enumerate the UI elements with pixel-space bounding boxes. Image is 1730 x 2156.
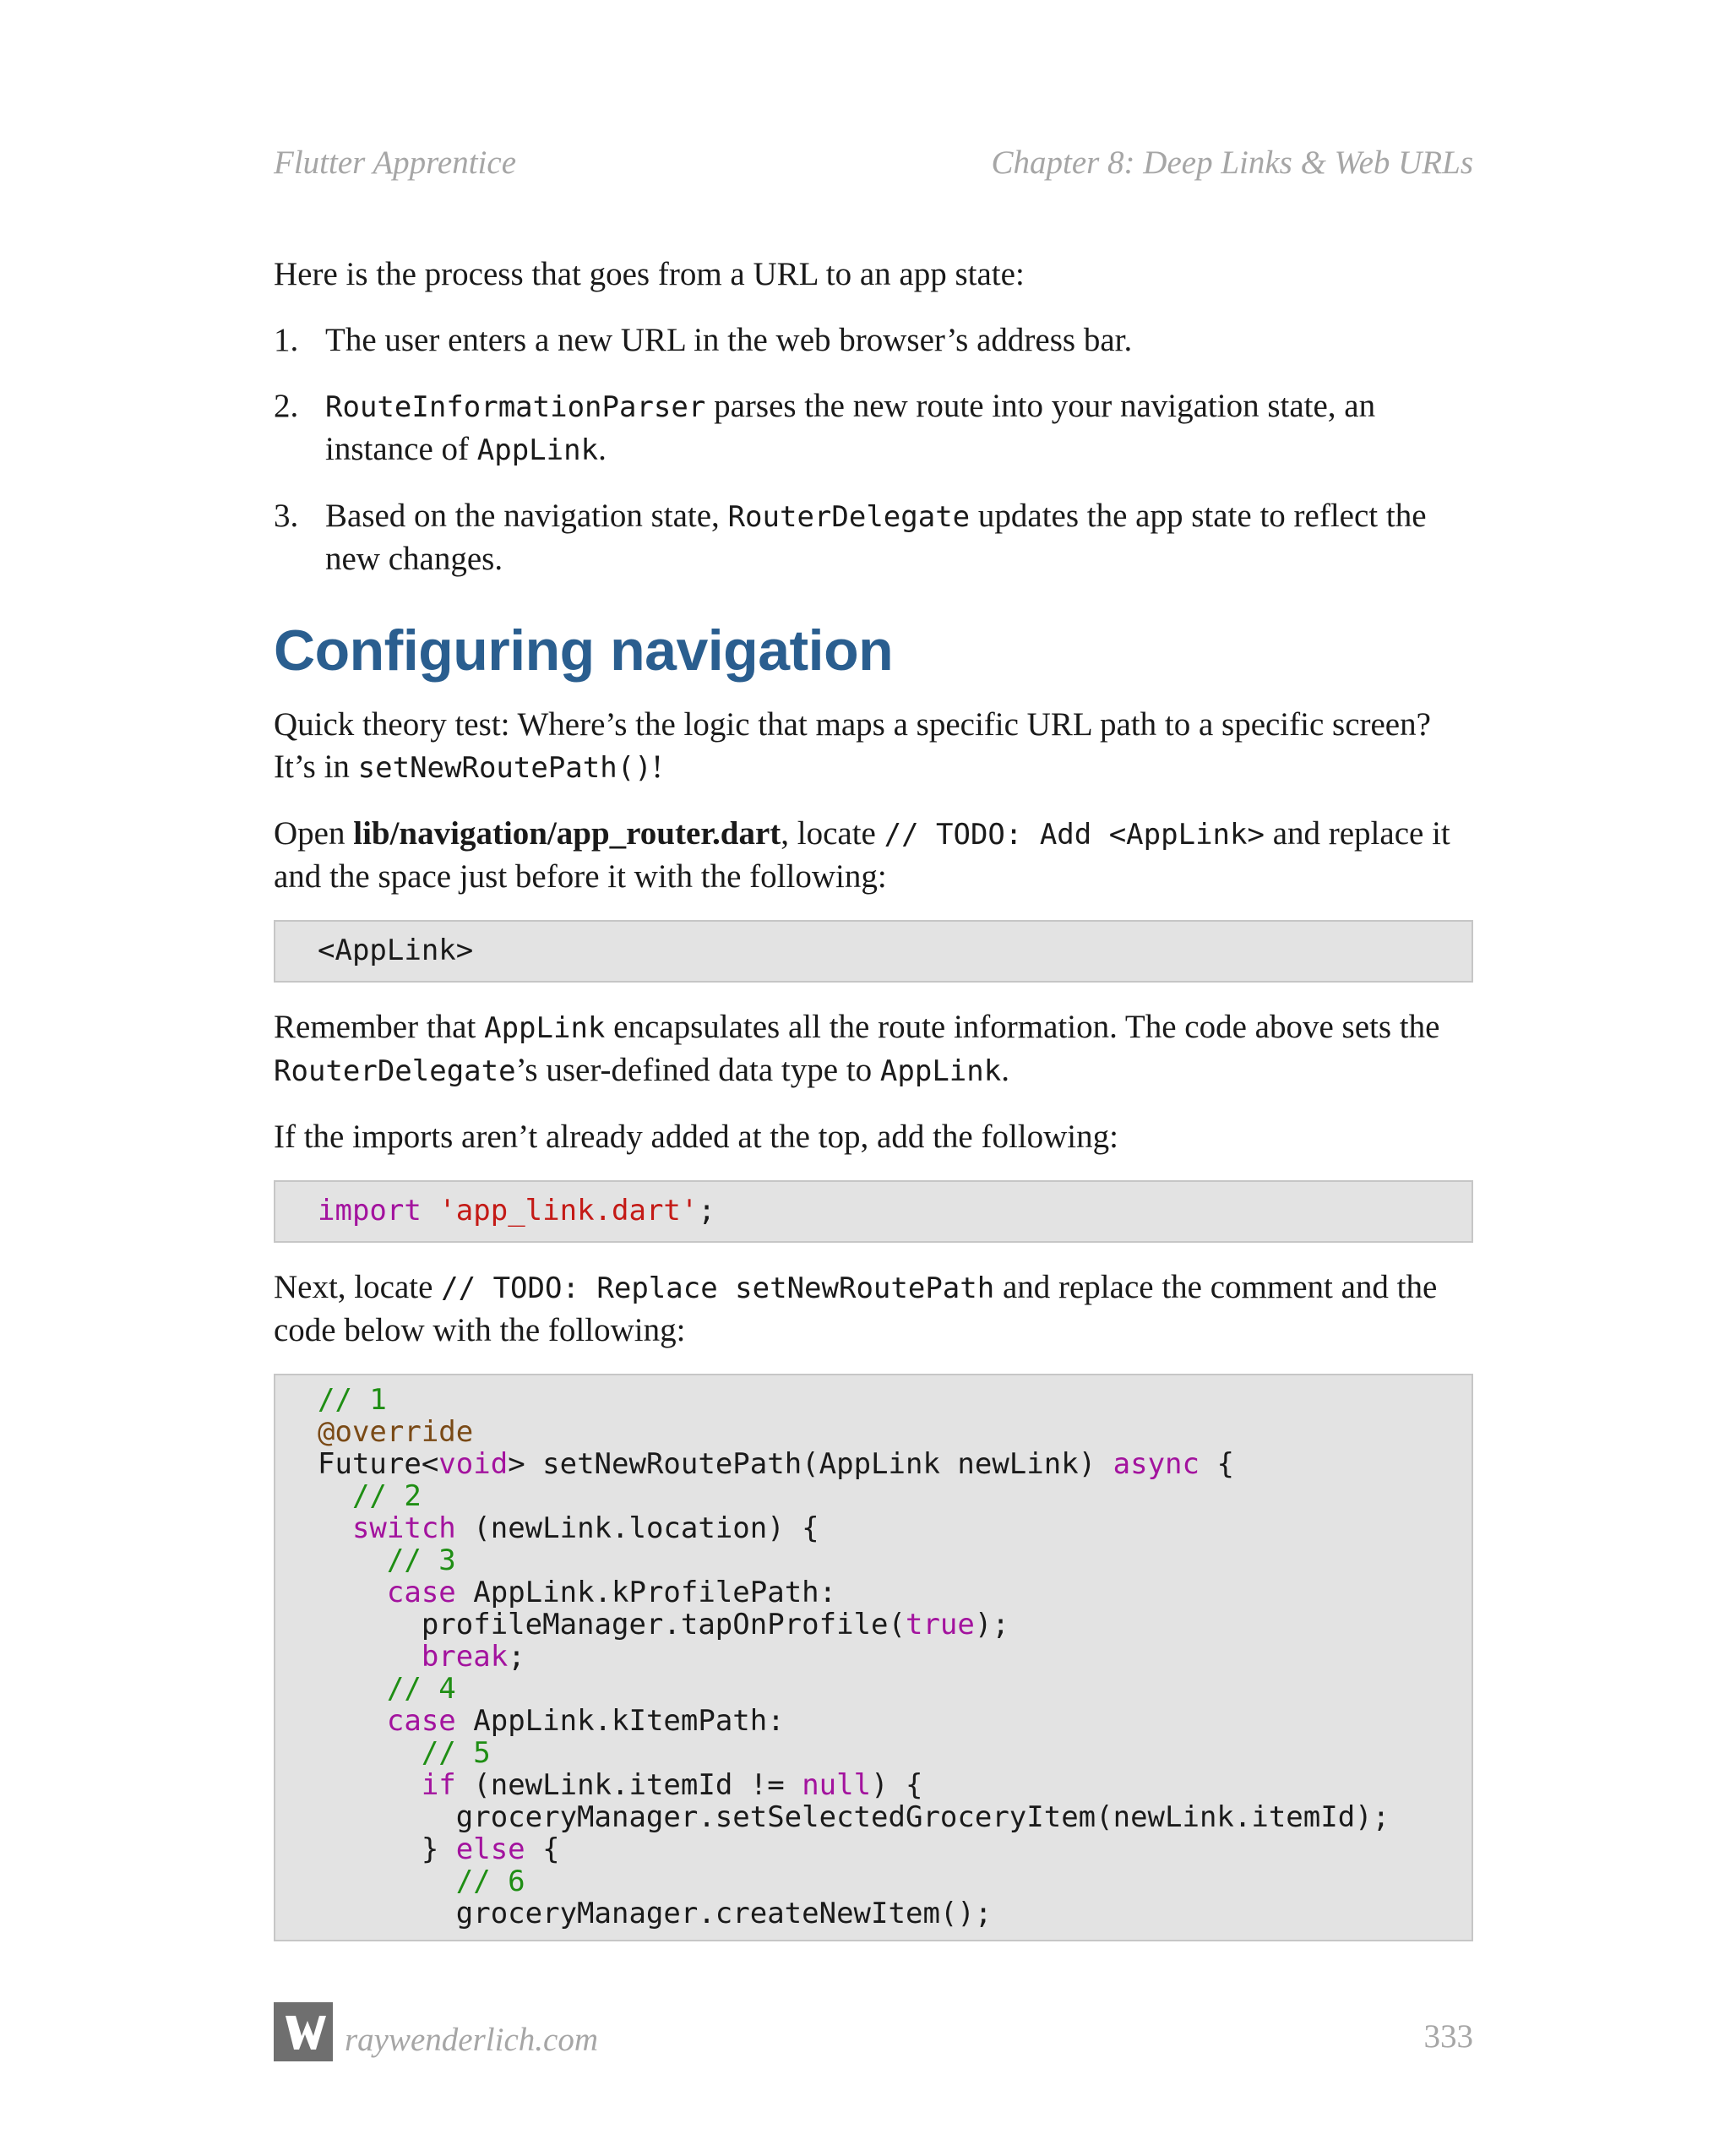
code-text: Future< <box>318 1447 439 1481</box>
theory-paragraph <box>274 704 1473 789</box>
code-text <box>318 1640 422 1674</box>
paragraph-text: . <box>1001 1052 1009 1088</box>
code-comment: // 4 <box>386 1672 456 1706</box>
code-text: (newLink.location) { <box>455 1511 819 1545</box>
list-item <box>274 495 1473 580</box>
list-item <box>274 319 1473 362</box>
code-comment: // 6 <box>455 1865 525 1898</box>
code-comment: // 2 <box>351 1479 422 1513</box>
paragraph-text: ’s user-defined data type to <box>515 1052 880 1088</box>
list-item-number: 1. <box>274 322 299 358</box>
code-keyword: break <box>421 1640 509 1674</box>
list-item-text: . <box>598 431 607 467</box>
code-block-applink <box>274 920 1473 983</box>
code-keyword: case <box>386 1704 456 1738</box>
code-text: ); <box>974 1608 1009 1642</box>
inline-code: AppLink <box>484 1011 606 1045</box>
inline-code: RouterDelegate <box>727 500 971 534</box>
code-string: 'app_link.dart' <box>438 1194 699 1228</box>
code-text: (newLink.itemId != <box>455 1768 802 1802</box>
code-text <box>318 1736 422 1770</box>
remember-paragraph <box>274 1006 1473 1092</box>
list-item <box>274 385 1473 471</box>
code-keyword: else <box>455 1832 525 1866</box>
code-text: groceryManager.createNewItem(); <box>318 1897 993 1930</box>
inline-code: RouterDelegate <box>274 1054 516 1088</box>
code-text: { <box>525 1832 560 1866</box>
intro-paragraph: Here is the process that goes from a URL to an app state: <box>274 256 1025 292</box>
page-number: 333 <box>1423 2018 1473 2055</box>
list-item-number: 2. <box>274 388 299 424</box>
code-text: AppLink.kProfilePath: <box>455 1576 837 1609</box>
code-comment: // 5 <box>421 1736 491 1770</box>
code-line: <AppLink> <box>318 934 474 967</box>
code-keyword: case <box>386 1576 456 1609</box>
code-text: > setNewRoutePath(AppLink newLink) <box>508 1447 1113 1481</box>
paragraph-text: ! <box>651 749 663 785</box>
code-text: ; <box>698 1194 715 1228</box>
code-keyword: void <box>438 1447 509 1481</box>
code-keyword: switch <box>351 1511 456 1545</box>
code-text <box>318 1768 422 1802</box>
section-heading: Configuring navigation <box>274 618 894 683</box>
page-footer <box>274 2002 1473 2070</box>
next-paragraph <box>274 1266 1473 1352</box>
inline-code: // TODO: Add <AppLink> <box>884 818 1265 852</box>
imports-paragraph: If the imports aren’t already added at the top, add the following: <box>274 1119 1118 1155</box>
code-listing <box>318 1384 1429 1930</box>
code-text: { <box>1200 1447 1234 1481</box>
code-text <box>318 1704 387 1738</box>
process-steps-list <box>274 319 1473 580</box>
code-comment: // 3 <box>386 1544 456 1577</box>
paragraph-text: and replace it and the space just before it with the following: <box>274 815 1450 895</box>
inline-code: // TODO: Replace setNewRoutePath <box>441 1271 995 1305</box>
paragraph-text: Open <box>274 815 354 852</box>
paragraph-text: and replace the comment and the code below with the following: <box>274 1269 1438 1348</box>
site-name: raywenderlich.com <box>345 2022 599 2058</box>
code-keyword: async <box>1113 1447 1200 1481</box>
page-content <box>274 253 1473 1965</box>
inline-code: RouteInformationParser <box>325 390 706 424</box>
paragraph-text: Quick theory test: Where’s the logic that maps a specific URL path to a specific screen? It’s in <box>274 706 1431 785</box>
code-text <box>318 1576 387 1609</box>
paragraph-text: encapsulates all the route information. The code above sets the <box>605 1009 1440 1045</box>
paragraph-text: , locate <box>781 815 884 852</box>
paragraph-text: Remember that <box>274 1009 485 1045</box>
code-text: ; <box>508 1640 525 1674</box>
inline-code: AppLink <box>476 433 599 467</box>
raywenderlich-logo-icon <box>274 2002 333 2061</box>
code-line <box>318 1195 1429 1227</box>
code-block-setnewroutepath <box>274 1374 1473 1941</box>
code-comment: // 1 <box>318 1383 387 1417</box>
open-file-paragraph <box>274 813 1473 898</box>
running-header <box>274 144 1473 191</box>
file-path: lib/navigation/app_router.dart <box>353 815 781 852</box>
list-item-number: 3. <box>274 498 299 534</box>
code-keyword: true <box>905 1608 975 1642</box>
code-keyword: import <box>318 1194 422 1228</box>
code-text <box>318 1544 387 1577</box>
code-annotation: @override <box>318 1415 474 1449</box>
chapter-title: Chapter 8: Deep Links & Web URLs <box>991 144 1473 181</box>
list-item-text: updates the app state to reflect the new changes. <box>325 498 1427 577</box>
code-text: profileManager.tapOnProfile( <box>318 1608 906 1642</box>
code-text <box>318 1511 352 1545</box>
code-text <box>318 1479 352 1513</box>
list-item-text: The user enters a new URL in the web browser’s address bar. <box>325 322 1133 358</box>
code-block-import <box>274 1180 1473 1243</box>
inline-code: AppLink <box>879 1054 1002 1088</box>
list-item-text: Based on the navigation state, <box>325 498 728 534</box>
code-text: ) { <box>871 1768 923 1802</box>
inline-code: setNewRoutePath() <box>357 751 652 785</box>
paragraph-text: Next, locate <box>274 1269 442 1305</box>
code-text: groceryManager.setSelectedGroceryItem(newLink.itemId); <box>318 1800 1390 1834</box>
list-item-text: parses the new route into your navigation state, an instance of <box>325 388 1376 467</box>
code-text: AppLink.kItemPath: <box>455 1704 785 1738</box>
code-keyword: null <box>802 1768 872 1802</box>
code-text <box>318 1672 387 1706</box>
code-keyword: if <box>421 1768 456 1802</box>
code-text <box>318 1865 456 1898</box>
book-title: Flutter Apprentice <box>274 144 517 181</box>
code-text: } <box>318 1832 456 1866</box>
